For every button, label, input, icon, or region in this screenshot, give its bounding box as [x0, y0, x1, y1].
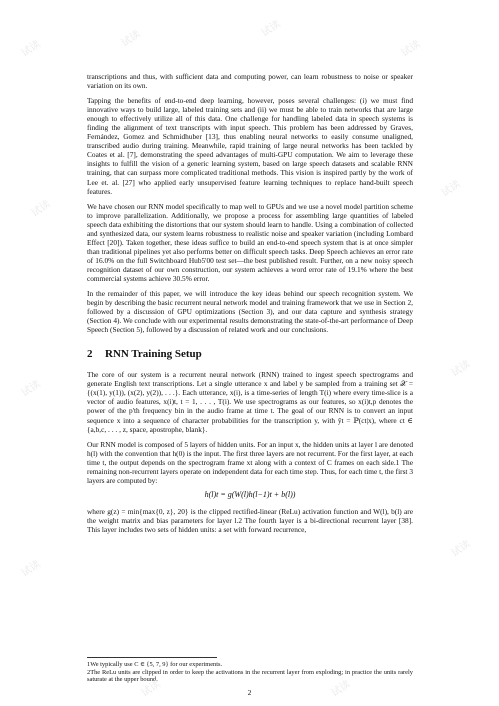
footnotes — [87, 657, 413, 684]
footnote-2: 2The ReLu units are clipped in order to keep the activations in the recurrent layer from exploding; in practice the units rarely saturate at the upper bound. — [87, 668, 413, 684]
section-heading — [87, 348, 413, 360]
watermark: 试读 — [259, 18, 283, 40]
section-title: RNN Training Setup — [105, 348, 202, 361]
watermark: 试读 — [329, 678, 353, 700]
watermark: 试读 — [449, 538, 473, 560]
paragraph-relu: where g(z) = min{max{0, z}, 20} is the clipped rectified-linear (ReLu) activation function and W(l), b(l) are the weight matrix and bias parameters for layer l.2 The fourth layer is a bi-directional recurrent layer [38]. This layer includes two sets of hidden units: a set with forward recurrence, — [87, 506, 413, 534]
page-number: 2 — [247, 688, 252, 697]
watermark: 试读 — [119, 28, 143, 50]
equation-hidden-layer: h(l)t = g(W(l)h(l−1)t + b(l)) — [204, 489, 296, 499]
watermark: 试读 — [449, 358, 473, 380]
watermark: 试读 — [399, 38, 423, 60]
paragraph-rnn-model: We have chosen our RNN model specifically to map well to GPUs and we use a novel model partition scheme to improve parallelization. Additionally, we propose a process for assembling large quantities of labeled speech data exhibiting the distortions that our system should learn to handle. Using a combination of collected and synthesized data, our system learns robustness to realistic noise and speaker variation (including Lombard Effect [20]). Taken together, these ideas suffice to build an end-to-end speech system that is at once simpler than traditional pipelines yet also performs better on difficult speech tasks. Deep Speech achieves an error rate of 16.0% on the full Switchboard Hub5'00 test set—the best published result. Further, on a new noisy speech recognition dataset of our own construction, our system achieves a word error rate of 19.1% where the best commercial systems achieve 30.5% error. — [87, 201, 413, 283]
footnote-rule — [87, 657, 217, 658]
watermark: 试读 — [19, 378, 43, 400]
paragraph-intro-end: transcriptions and thus, with sufficient data and computing power, can learn robustness to noise or speaker variation on its own. — [87, 72, 413, 91]
paragraph-challenges: Tapping the benefits of end-to-end deep learning, however, poses several challenges: (i) we must find innovative ways to build large, labeled training sets and (ii) we must be able to train networks that are large enough to effectively utilize all of this data. One challenge for handling labeled data in speech systems is finding the alignment of text transcripts with input speech. This problem has been addressed by Graves, Fernández, Gomez and Schmidhuber [13], thus enabling neural networks to easily consume unaligned, transcribed audio during training. Meanwhile, rapid training of large neural networks has been tackled by Coates et al. [7], demonstrating the speed advantages of multi-GPU computation. We aim to leverage these insights to fulfill the vision of a generic learning system, based on large speech datasets and scalable RNN training, that can surpass more complicated traditional methods. This vision is inspired partly by the work of Lee et. al. [27] who applied early unsupervised feature learning techniques to replace hand-built speech features. — [87, 96, 413, 196]
paragraph-outline: In the remainder of this paper, we will introduce the key ideas behind our speech recognition system. We begin by describing the basic recurrent neural network model and training framework that we use in Section 2, followed by a discussion of GPU optimizations (Section 3), and our data capture and synthesis strategy (Section 4). We conclude with our experimental results demonstrating the state-of-the-art performance of Deep Speech (Section 5), followed by a discussion of related work and our conclusions. — [87, 289, 413, 335]
paragraph-core-system: The core of our system is a recurrent neural network (RNN) trained to ingest speech spectrograms and generate English text transcriptions. Let a single utterance x and label y be sampled from a training set 𝒳 = {(x(1), y(1)), (x(2), y(2)), . . .}. Each utterance, x(i), is a time-series of length T(i) where every time-slice is a vector of audio features, x(i)t, t = 1, . . . , T(i). We use spectrograms as our features, so x(i)t,p denotes the power of the p'th frequency bin in the audio frame at time t. The goal of our RNN is to convert an input sequence x into a sequence of character probabilities for the transcription y, with ŷt = ℙ(ct|x), where ct ∈ {a,b,c, . . . , z, space, apostrophe, blank}. — [87, 370, 413, 434]
footnote-1: 1We typically use C ∈ {5, 7, 9} for our experiments. — [87, 661, 223, 668]
watermark: 试读 — [19, 558, 43, 580]
watermark: 试读 — [19, 38, 43, 60]
body-column — [87, 72, 413, 534]
watermark: 试读 — [439, 178, 463, 200]
paragraph-layers: Our RNN model is composed of 5 layers of hidden units. For an input x, the hidden units at layer l are denoted h(l) with the convention that h(0) is the input. The first three layers are not recurrent. For the first layer, at each time t, the output depends on the spectrogram frame xt along with a context of C frames on each side.1 The remaining non-recurrent layers operate on independent data for each time step. Thus, for each time t, the first 3 layers are computed by: — [87, 439, 413, 485]
section-number: 2 — [87, 348, 93, 361]
watermark: 试读 — [29, 198, 53, 220]
watermark: 试读 — [139, 678, 163, 700]
